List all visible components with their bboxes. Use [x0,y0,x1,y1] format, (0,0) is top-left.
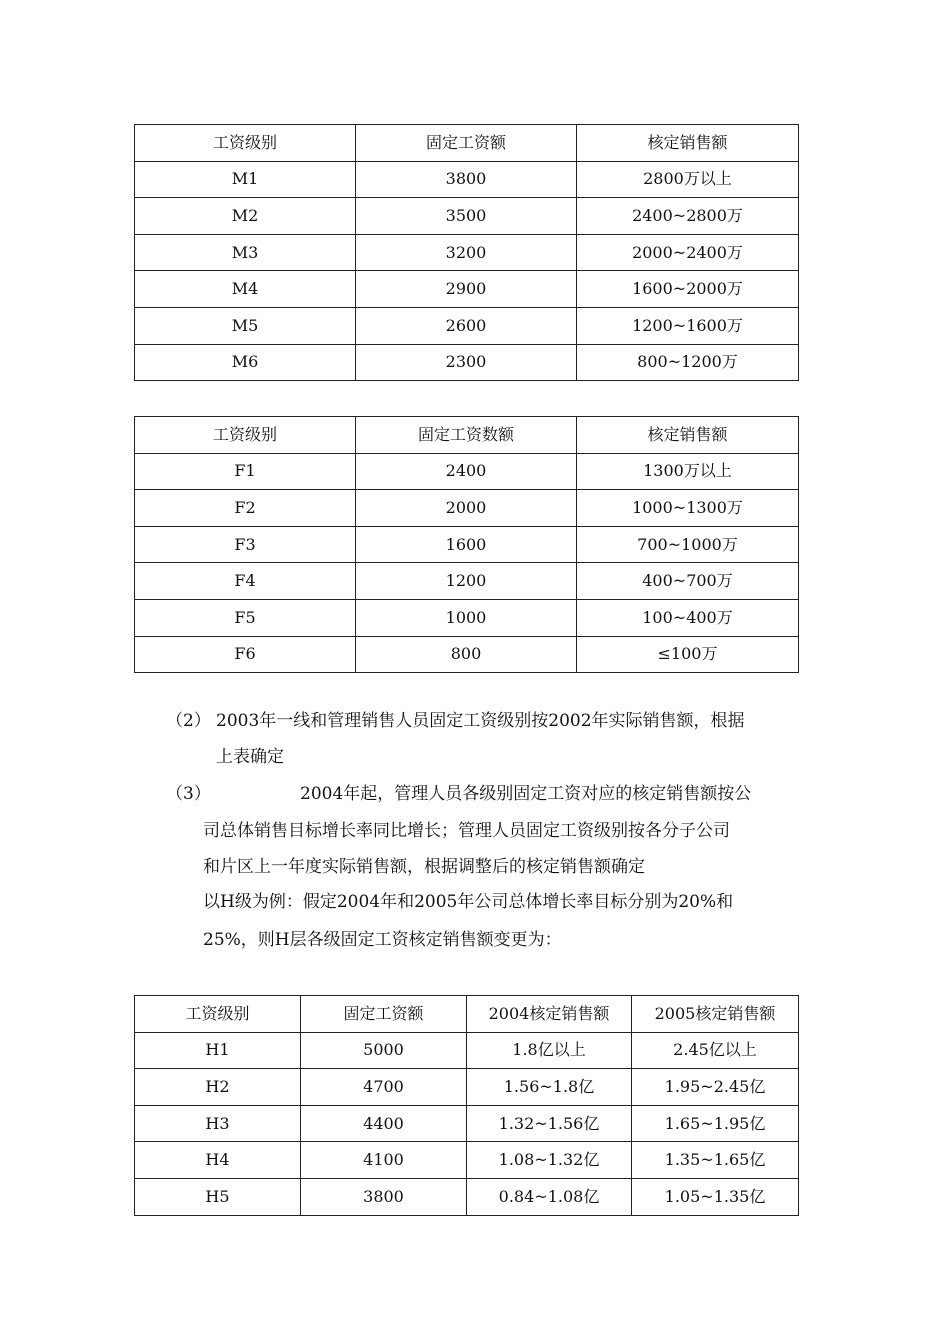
table-cell: 2000~2400万 [577,234,799,271]
table-cell: 1000~1300万 [577,490,799,527]
table-cell: 2600 [356,307,577,344]
table-cell: 2400 [356,453,577,490]
table-row [135,307,799,344]
table-cell: 1.32~1.56亿 [467,1105,632,1142]
table-row [135,1105,799,1142]
table-cell: 3200 [356,234,577,271]
table-row [135,1032,799,1069]
header-cell: 核定销售额 [577,125,799,162]
table-cell: M2 [135,198,356,235]
table-cell: 2800万以上 [577,161,799,198]
table-cell: 3500 [356,198,577,235]
table-cell: 1200 [356,563,577,600]
table-row [135,271,799,308]
example-line2: 25%，则H层各级固定工资核定销售额变更为： [203,930,562,950]
header-cell: 核定销售额 [577,417,799,454]
table-cell: ≤100万 [577,636,799,673]
table-cell: H5 [135,1178,301,1215]
table-cell: H3 [135,1105,301,1142]
table-row [135,234,799,271]
table-cell: 2000 [356,490,577,527]
table-cell: 1.08~1.32亿 [467,1142,632,1179]
table-cell: 2900 [356,271,577,308]
table-cell: M5 [135,307,356,344]
header-cell: 2004核定销售额 [467,996,632,1033]
table-h-salary-levels [134,995,799,1216]
header-cell: 固定工资数额 [356,417,577,454]
para2-number: （2） [166,711,211,731]
table-cell: 3800 [301,1178,467,1215]
table-cell: M6 [135,344,356,381]
table-row [135,1178,799,1215]
para2-line1: 2003年一线和管理销售人员固定工资级别按2002年实际销售额，根据 [216,711,745,731]
table-cell: M4 [135,271,356,308]
header-cell: 固定工资额 [301,996,467,1033]
table-cell: H1 [135,1032,301,1069]
table-cell: 1.8亿以上 [467,1032,632,1069]
para3-line1: 2004年起，管理人员各级别固定工资对应的核定销售额按公 [300,784,752,804]
table-cell: 2300 [356,344,577,381]
table-cell: F4 [135,563,356,600]
header-cell: 工资级别 [135,417,356,454]
table-cell: 4100 [301,1142,467,1179]
table-cell: 1.05~1.35亿 [632,1178,799,1215]
table-cell: F2 [135,490,356,527]
example-line1: 以H级为例：假定2004年和2005年公司总体增长率目标分别为20%和 [203,892,734,912]
table-m-salary-levels [134,124,799,381]
table-row [135,198,799,235]
table-cell: 1600 [356,526,577,563]
table-header-row [135,996,799,1033]
para3-line2: 司总体销售目标增长率同比增长；管理人员固定工资级别按各分子公司 [203,821,730,841]
table-row [135,453,799,490]
table-cell: H4 [135,1142,301,1179]
table-row [135,526,799,563]
table-cell: 1.95~2.45亿 [632,1069,799,1106]
table-cell: 1200~1600万 [577,307,799,344]
table-row [135,490,799,527]
table-header-row [135,125,799,162]
table-cell: F6 [135,636,356,673]
table-cell: F3 [135,526,356,563]
table-cell: 2400~2800万 [577,198,799,235]
table-cell: 1000 [356,599,577,636]
table-row [135,563,799,600]
table-cell: 4700 [301,1069,467,1106]
table-cell: 700~1000万 [577,526,799,563]
header-cell: 2005核定销售额 [632,996,799,1033]
table-cell: 1300万以上 [577,453,799,490]
table-cell: 3800 [356,161,577,198]
table-cell: 800 [356,636,577,673]
table-cell: 4400 [301,1105,467,1142]
header-cell: 工资级别 [135,125,356,162]
table-cell: F1 [135,453,356,490]
table-cell: 100~400万 [577,599,799,636]
table-cell: M3 [135,234,356,271]
table-cell: 5000 [301,1032,467,1069]
table-cell: 0.84~1.08亿 [467,1178,632,1215]
table-cell: 800~1200万 [577,344,799,381]
table-cell: H2 [135,1069,301,1106]
para3-number: （3） [166,784,211,804]
table-cell: 2.45亿以上 [632,1032,799,1069]
table-cell: F5 [135,599,356,636]
table-cell: 400~700万 [577,563,799,600]
table-header-row [135,417,799,454]
table-cell: 1600~2000万 [577,271,799,308]
table-row [135,1142,799,1179]
table-row [135,344,799,381]
table-cell: 1.56~1.8亿 [467,1069,632,1106]
table-f-salary-levels [134,416,799,673]
para2-line2: 上表确定 [216,747,284,767]
table-cell: M1 [135,161,356,198]
table-cell: 1.65~1.95亿 [632,1105,799,1142]
table-row [135,161,799,198]
header-cell: 固定工资额 [356,125,577,162]
table-row [135,636,799,673]
table-row [135,1069,799,1106]
table-cell: 1.35~1.65亿 [632,1142,799,1179]
header-cell: 工资级别 [135,996,301,1033]
para3-line3: 和片区上一年度实际销售额，根据调整后的核定销售额确定 [203,857,645,877]
table-row [135,599,799,636]
